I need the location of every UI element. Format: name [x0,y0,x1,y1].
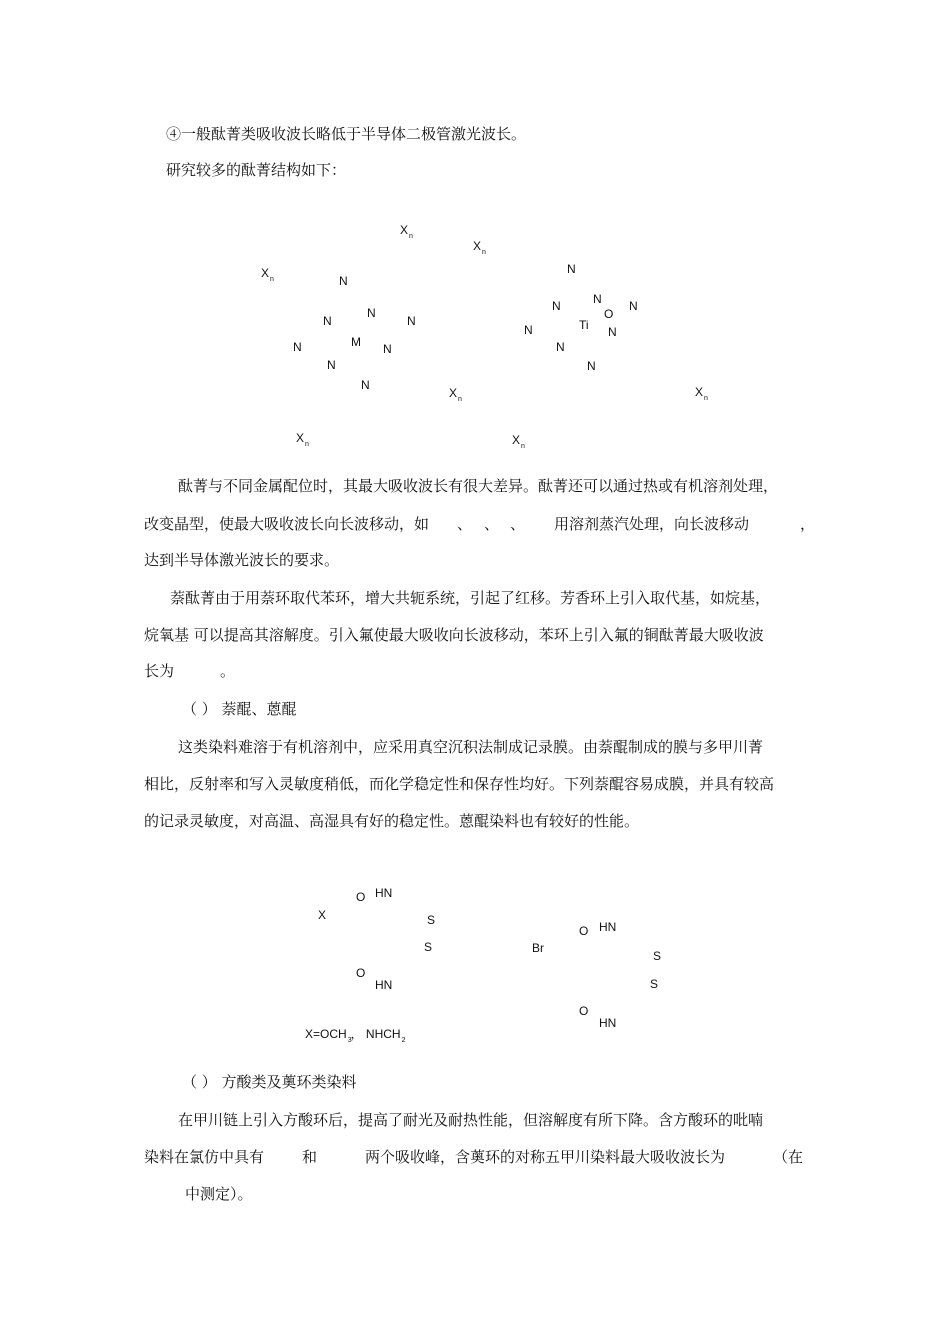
atom-metal: M [351,335,361,349]
atom-n: N [407,314,416,328]
text-line: 研究较多的酞菁结构如下： [166,161,347,179]
substituent-x: $X_n$ [512,433,525,450]
paragraph-line: 和 [302,1148,318,1166]
atom-n: N [383,342,392,356]
substituent-x: $X_n$ [400,223,413,240]
paragraph-line: 在甲川链上引入方酸环后，提高了耐光及耐热性能，但溶解度有所下降。含方酸环的吡喃 [178,1111,764,1129]
section-heading: （ ） 萘醌、蒽醌 [182,700,297,718]
atom-n: N [293,340,302,354]
text-line: ④一般酞菁类吸收波长略低于半导体二极管激光波长。 [166,125,527,143]
atom-n: N [552,299,561,313]
paragraph-line: 烷氧基 可以提高其溶解度。引入氟使最大吸收向长波移动，苯环上引入氟的铜酞菁最大吸收波 [144,626,764,644]
substituent-x: $X_n$ [473,239,486,256]
atom-n: N [556,340,565,354]
atom-o: O [604,307,614,321]
paragraph-line: 用溶剂蒸汽处理，向长波移动 [554,515,750,533]
substituent-x: $X_n$ [261,266,274,283]
paragraph-line: 萘酞菁由于用萘环取代苯环，增大共轭系统，引起了红移。芳香环上引入取代基，如烷基， [170,589,771,607]
atom-o: O [579,924,589,938]
figure-caption: $X=OCH_3$， $NHCH_2$ [305,1027,406,1044]
separator: 、 [457,515,473,533]
paragraph-line: 染料在氯仿中具有 [144,1148,265,1166]
atom-n: N [593,292,602,306]
paragraph-line: 相比，反射率和写入灵敏度稍低，而化学稳定性和保存性均好。下列萘醌容易成膜，并具有较高 [144,775,775,793]
atom-o: O [356,890,366,904]
separator: ， [800,515,816,533]
atom-n: N [629,299,638,313]
separator: 。 [220,662,236,680]
atom-br: Br [532,941,544,955]
atom-o: O [579,1004,589,1018]
atom-o: O [356,966,366,980]
paragraph-line: 改变晶型，使最大吸收波长向长波移动，如 [144,515,430,533]
group-hn: HN [599,1016,617,1030]
atom-n: N [327,358,336,372]
atom-n: N [587,359,596,373]
atom-n: N [361,378,370,392]
atom-n: N [567,262,576,276]
paragraph-line: 长为 [144,662,175,680]
section-heading: （ ） 方酸类及薁环类染料 [182,1073,357,1091]
paragraph-line: 达到半导体激光波长的要求。 [144,551,340,569]
atom-s: S [427,913,436,927]
paragraph-line: 的记录灵敏度，对高温、高湿具有好的稳定性。蒽醌染料也有较好的性能。 [144,812,640,830]
substituent-x: $X_n$ [449,386,462,403]
atom-n: N [323,314,332,328]
paragraph-line: 中测定）。 [185,1185,253,1203]
atom-s: S [650,977,659,991]
paragraph-line: 两个吸收峰，含薁环的对称五甲川染料最大吸收波长为 [365,1148,726,1166]
substituent-x: $X_n$ [296,431,309,448]
atom-n: N [524,323,533,337]
atom-titanium: Ti [579,318,589,332]
paragraph-line: 这类染料难溶于有机溶剂中，应采用真空沉积法制成记录膜。由萘醌制成的膜与多甲川菁 [178,738,764,756]
atom-n: N [608,325,617,339]
atom-n: N [339,274,348,288]
paragraph-line: 酞菁与不同金属配位时，其最大吸收波长有很大差异。酞菁还可以通过热或有机溶剂处理， [178,477,779,495]
separator: 、 [510,515,526,533]
atom-s: S [424,940,433,954]
atom-s: S [653,949,662,963]
group-hn: HN [375,886,393,900]
paragraph-line: （在 [773,1148,804,1166]
substituent-x: $X_n$ [695,385,708,402]
atom-n: N [367,306,376,320]
group-hn: HN [599,920,617,934]
group-hn: HN [375,978,393,992]
substituent-x: X [318,908,327,922]
separator: 、 [484,515,500,533]
